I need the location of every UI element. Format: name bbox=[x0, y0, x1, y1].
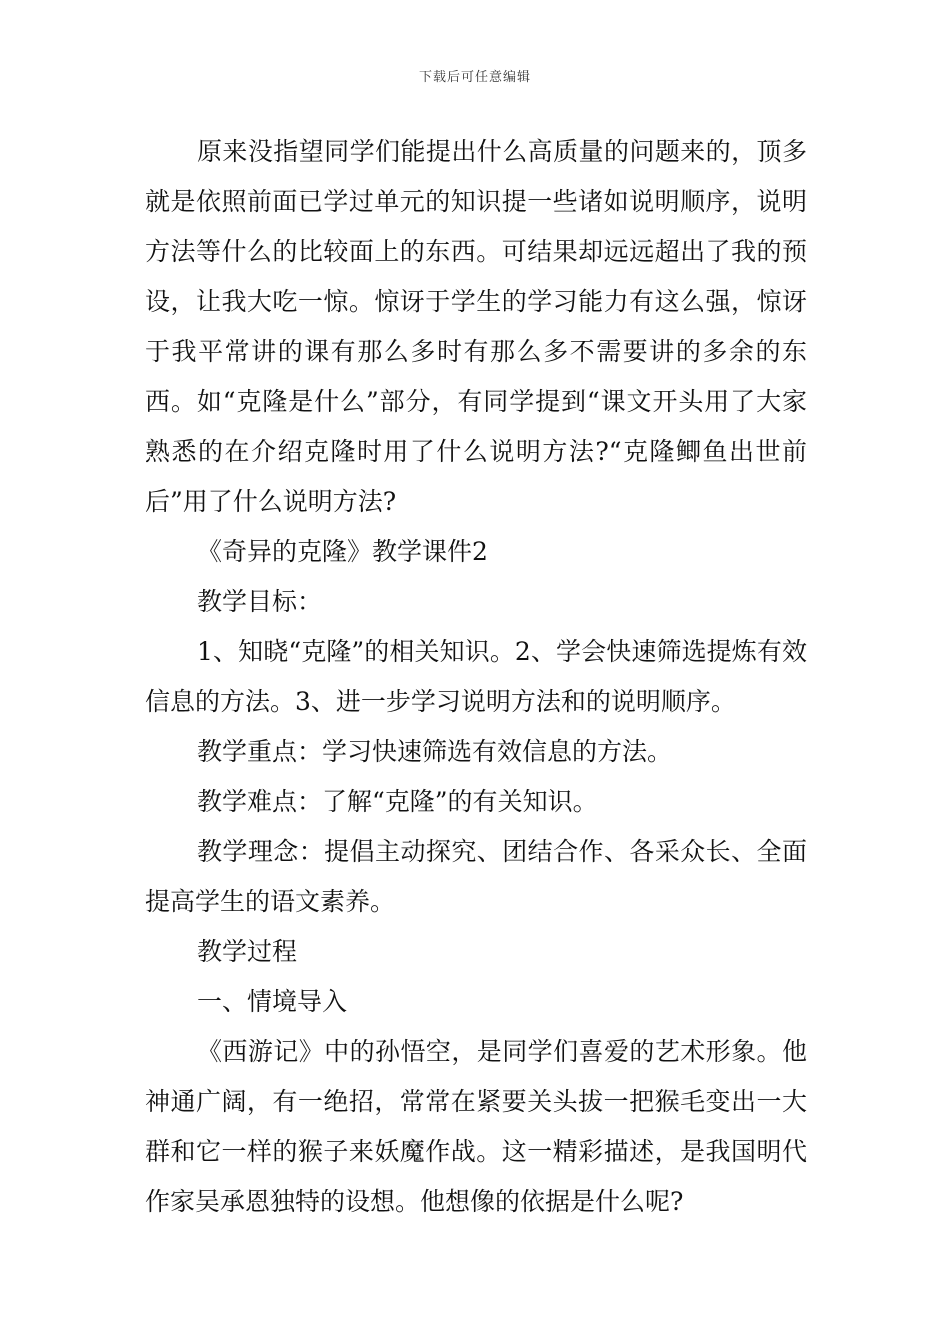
paragraph-intro: 《西游记》中的孙悟空，是同学们喜爱的艺术形象。他神通广阔，有一绝招，常常在紧要关头拔一把猴毛变出一大群和它一样的猴子来妖魔作战。这一精彩描述，是我国明代作家吴承恩独特的设想。他想像的依据是什么呢? bbox=[145, 1037, 807, 1216]
paragraph-reflection: 原来没指望同学们能提出什么高质量的问题来的，顶多就是依照前面已学过单元的知识提一些诸如说明顺序，说明方法等什么的比较面上的东西。可结果却远远超出了我的预设，让我大吃一惊。惊讶于学生的学习能力有这么强，惊讶于我平常讲的课有那么多时有那么多不需要讲的多余的东西。如“克隆是什么”部分，有同学提到“课文开头用了大家熟悉的在介绍克隆时用了什么说明方法?“克隆鲫鱼出世前后”用了什么说明方法? bbox=[145, 137, 807, 516]
paragraph-courseware-title: 《奇异的克隆》教学课件2 bbox=[197, 537, 488, 566]
paragraph-philosophy: 教学理念：提倡主动探究、团结合作、各采众长、全面提高学生的语文素养。 bbox=[145, 837, 807, 916]
paragraph-difficulties: 教学难点：了解“克隆”的有关知识。 bbox=[197, 787, 598, 816]
page-header: 下载后可任意编辑 bbox=[418, 70, 531, 85]
document-body bbox=[145, 127, 807, 1227]
paragraph-intro-heading: 一、情境导入 bbox=[197, 987, 348, 1016]
paragraph-process-heading: 教学过程 bbox=[197, 937, 298, 966]
paragraph-objectives: 1、知晓“克隆”的相关知识。2、学会快速筛选提炼有效信息的方法。3、进一步学习说明方法和的说明顺序。 bbox=[145, 637, 807, 716]
paragraph-objectives-heading: 教学目标： bbox=[197, 587, 323, 616]
paragraph-key-points: 教学重点：学习快速筛选有效信息的方法。 bbox=[197, 737, 673, 766]
